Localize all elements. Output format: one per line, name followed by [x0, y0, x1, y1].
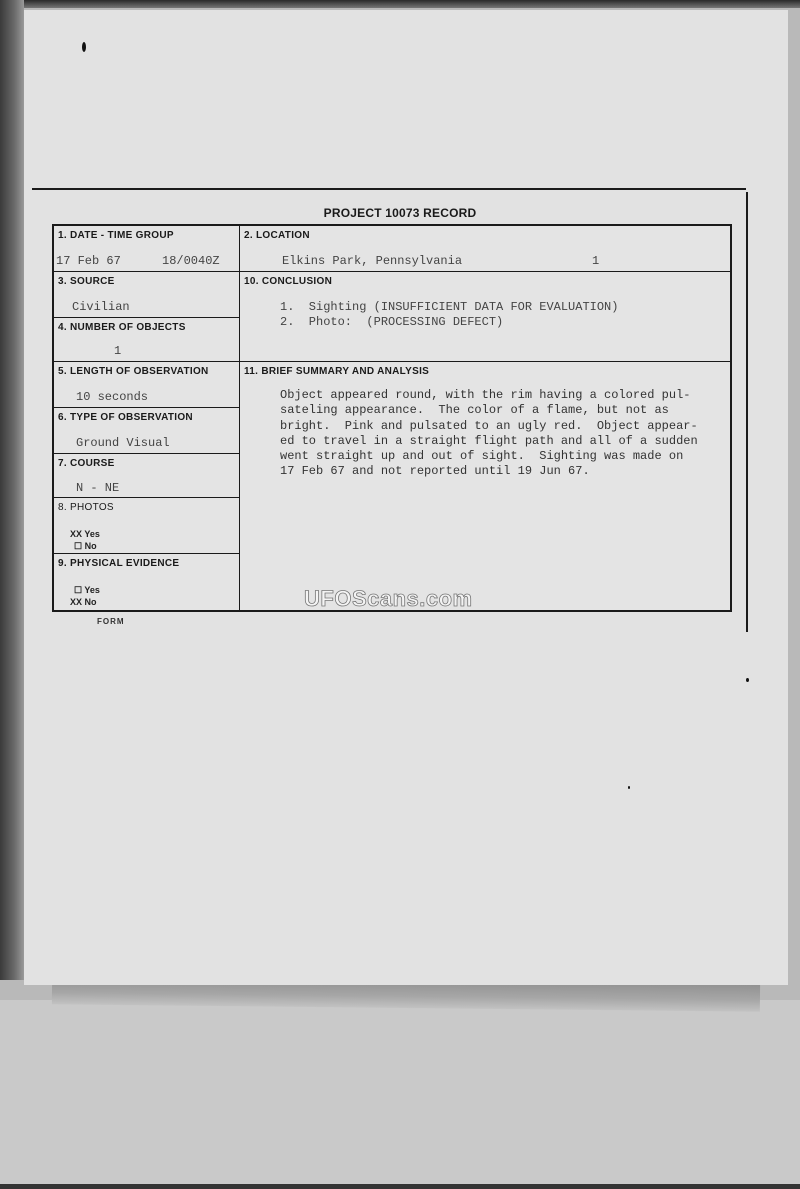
course-label: 7. COURSE [58, 458, 115, 469]
photos-label: 8. PHOTOS [58, 502, 114, 513]
cell-date-time [54, 226, 240, 272]
conclusion-label: 10. CONCLUSION [244, 276, 333, 287]
watermark: UFOScans.com [304, 586, 473, 611]
cell-physical-evidence [54, 554, 240, 610]
number-of-objects-label: 4. NUMBER OF OBJECTS [58, 322, 186, 333]
location-label: 2. LOCATION [244, 230, 310, 241]
type-value: Ground Visual [76, 436, 170, 450]
source-label: 3. SOURCE [58, 276, 115, 287]
outer-frame-right [746, 192, 748, 632]
summary-label: 11. BRIEF SUMMARY AND ANALYSIS [244, 366, 430, 377]
cell-conclusion [240, 272, 730, 362]
speck [746, 678, 749, 682]
film-left-edge [0, 0, 24, 980]
film-top-edge [0, 0, 800, 8]
film-bottom-edge [0, 1184, 800, 1189]
cell-course [54, 454, 240, 498]
document-title: PROJECT 10073 RECORD [323, 206, 477, 220]
cell-type-of-observation [54, 408, 240, 454]
physical-evidence-label: 9. PHYSICAL EVIDENCE [58, 558, 180, 569]
type-label: 6. TYPE OF OBSERVATION [58, 412, 193, 423]
speck [82, 42, 86, 52]
cell-location [240, 226, 730, 272]
cell-photos [54, 498, 240, 554]
outer-frame-top [32, 188, 746, 190]
physical-evidence-no: XX No [70, 597, 97, 607]
speck [628, 786, 630, 789]
cell-length-of-observation [54, 362, 240, 408]
cell-number-of-objects [54, 318, 240, 362]
time-value: 18/0040Z [162, 254, 220, 268]
conclusion-item-1: 1. Sighting (INSUFFICIENT DATA FOR EVALUATION) [280, 300, 619, 314]
background-surface [0, 1000, 800, 1189]
record-form [52, 224, 732, 612]
source-value: Civilian [72, 300, 130, 314]
length-label: 5. LENGTH OF OBSERVATION [58, 366, 209, 377]
date-value: 17 Feb 67 [56, 254, 121, 268]
photos-no: ☐ No [74, 541, 97, 551]
length-value: 10 seconds [76, 390, 149, 404]
date-time-label: 1. DATE - TIME GROUP [58, 230, 174, 241]
conclusion-item-2: 2. Photo: (PROCESSING DEFECT) [280, 315, 504, 329]
number-of-objects-value: 1 [114, 344, 122, 358]
physical-evidence-yes: ☐ Yes [74, 585, 100, 595]
cell-summary [240, 362, 730, 610]
photos-yes: XX Yes [70, 529, 100, 539]
form-label: FORM [97, 617, 125, 626]
location-value: Elkins Park, Pennsylvania [282, 254, 463, 268]
summary-text: Object appeared round, with the rim having a colored pul- sateling appearance. The color of a flame, but not as bright. Pink and pulsated to an ugly red. Object appear- ed to travel in a straight flight path and all of a sudden went straight up and out of sight. Sighting was made on 17 Feb 67 and not reported until 19 Jun 67. [280, 388, 698, 479]
course-value: N - NE [76, 481, 120, 495]
cell-source [54, 272, 240, 318]
location-count: 1 [592, 254, 600, 268]
